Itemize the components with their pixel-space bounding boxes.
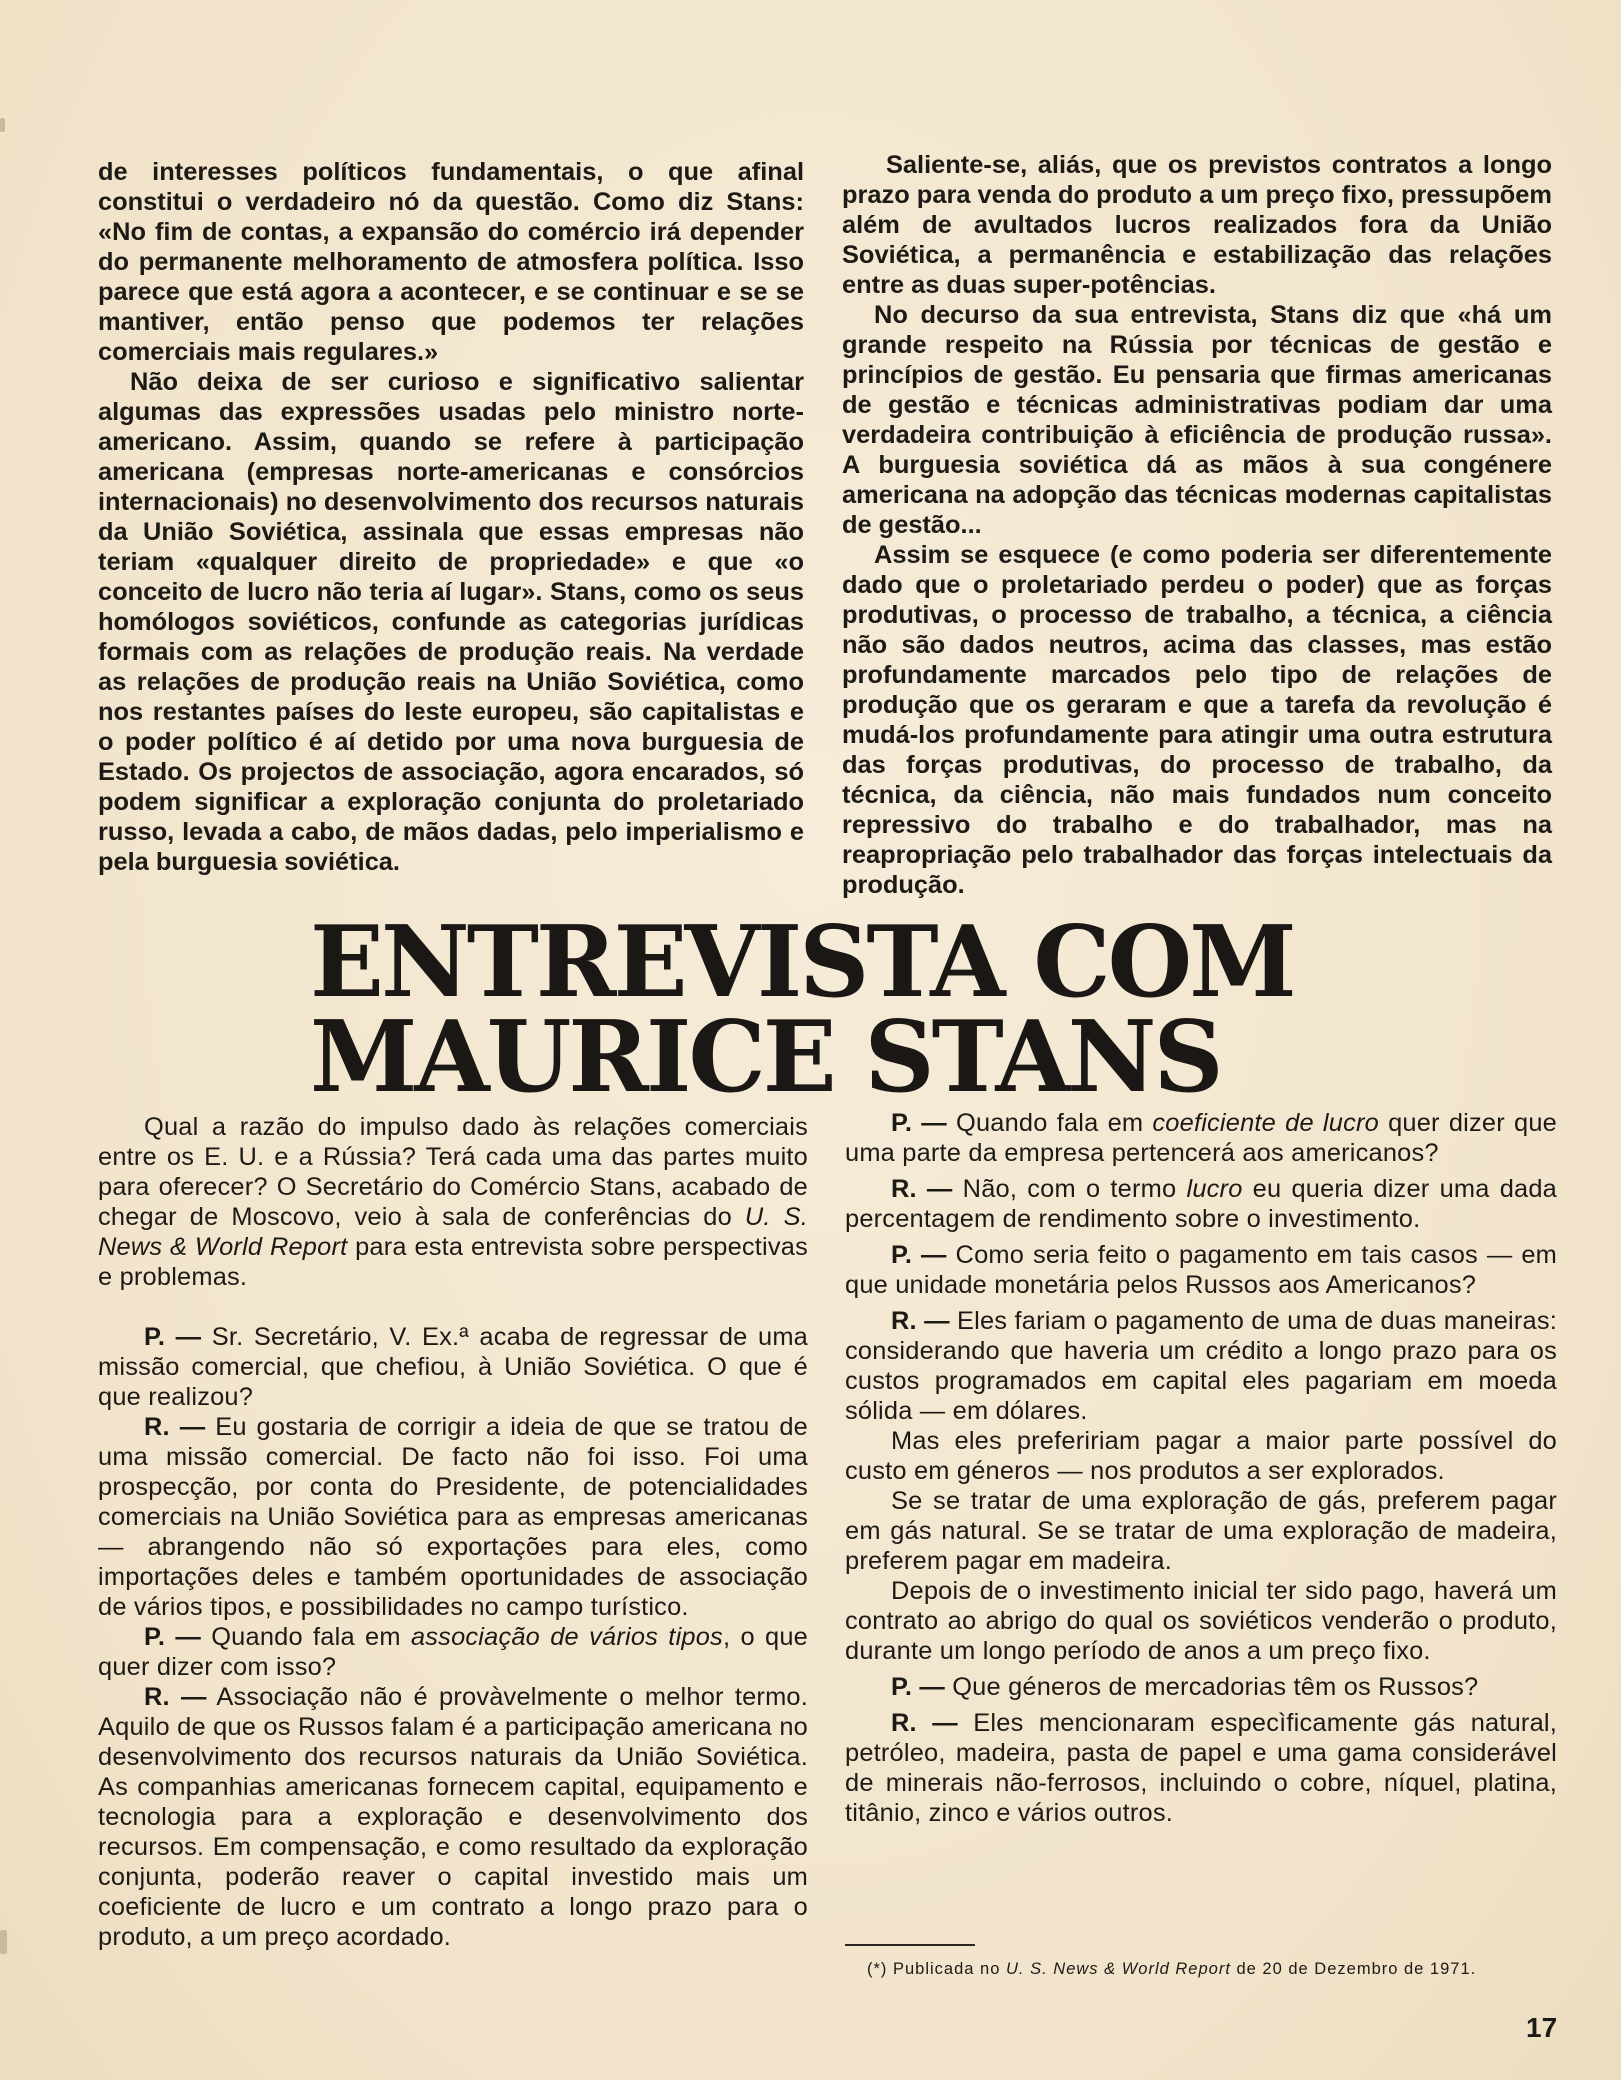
question-text: Que géneros de mercadorias têm os Russos? [944, 1673, 1479, 1701]
answer-text: Eles fariam o pagamento de uma de duas maneiras: considerando que haveria um crédito a longo prazo para os custos programados em capital eles pagariam em moeda sólida — em dólares. [845, 1307, 1557, 1425]
interview-column-left [98, 1112, 808, 1952]
question [845, 1672, 1557, 1702]
answer-continued: Mas eles prefeririam pagar a maior parte possível do custo em géneros — nos produtos a ser explorados. [845, 1427, 1557, 1485]
headline-line-1: ENTREVISTA COM [310, 905, 1294, 1020]
question [845, 1108, 1557, 1168]
publication-name: U. S. News & World Report [98, 1203, 809, 1261]
question-text: quer dizer que uma parte da empresa pertencerá aos americanos? [845, 1109, 1557, 1167]
article-column-right [842, 150, 1552, 900]
speaker-label: R. — [144, 1683, 207, 1711]
article-paragraph: Assim se esquece (e como poderia ser diferentemente dado que o proletariado perdeu o poder) que as forças produtivas, o processo de trabalho, a técnica, a ciência não são dados neutros, acima das classes, mas estão profundamente marcados pelo tipo de relações de produção que os geraram e que a tarefa da revolução é mudá-los profundamente para atingir uma outra estrutura das forças produtivas, do processo de trabalho, da técnica, da ciência, não mais fundados num conceito repressivo do trabalho e do trabalhador, mas na reapropriação pelo trabalhador das forças intelectuais da produção. [842, 541, 1552, 899]
question [98, 1622, 808, 1682]
headline-line-2: MAURICE STANS [310, 1000, 1221, 1115]
intro-text: Qual a razão do impulso dado às relações comerciais entre os E. U. e a Rússia? Terá cada uma das partes muito para oferecer? O Secretário do Comércio Stans, acabado de chegar de Moscovo, veio à sala de conferências do [98, 1113, 808, 1231]
question-text: Sr. Secretário, V. Ex.ª acaba de regressar de uma missão comercial, que chefiou, à União Soviética. O que é que realizou? [98, 1323, 808, 1411]
speaker-label: R. — [891, 1175, 953, 1203]
binding-mark [0, 118, 5, 132]
answer [845, 1174, 1557, 1234]
question-text: , o que quer dizer com isso? [98, 1623, 808, 1681]
speaker-label: P. — [144, 1323, 202, 1351]
article-paragraph: Não deixa de ser curioso e significativo salientar algumas das expressões usadas pelo ministro norte-americano. Assim, quando se refere à participação americana (empresas norte-americanas e consórcios internacionais) no desenvolvimento dos recursos naturais da União Soviética, assinala que essas empresas não teriam «qualquer direito de propriedade» e que «o conceito de lucro não teria aí lugar». Stans, como os seus homólogos soviéticos, confunde as categorias jurídicas formais com as relações de produção reais. Na verdade as relações de produção reais na União Soviética, como nos restantes países do leste europeu, são capitalistas e o poder político é aí detido por uma nova burguesia de Estado. Os projectos de associação, agora encarados, só podem significar a exploração conjunta do proletariado russo, levada a cabo, de mãos dadas, pelo imperialismo e pela burguesia soviética. [98, 368, 804, 876]
emphasis-text: coeficiente de lucro [1152, 1109, 1379, 1137]
article-column-left [98, 157, 804, 877]
article-paragraph: No decurso da sua entrevista, Stans diz que «há um grande respeito na Rússia por técnicas de gestão e princípios de gestão. Eu pensaria que firmas americanas de gestão e técnicas administrativas podiam dar uma verdadeira contribuição à eficiência de produção russa». A burguesia soviética dá as mãos à sua congénere americana na adopção das técnicas modernas capitalistas de gestão... [842, 301, 1552, 539]
answer-text: eu queria dizer uma dada percentagem de rendimento sobre o investimento. [845, 1175, 1557, 1233]
speaker-label: P. — [891, 1241, 947, 1269]
interview-headline [310, 905, 1294, 1115]
article-paragraph: Saliente-se, aliás, que os previstos contratos a longo prazo para venda do produto a um preço fixo, pressupõem além de avultados lucros realizados fora da União Soviética, a permanência e estabilização das relações entre as duas super-potências. [842, 151, 1552, 299]
footnote [845, 1958, 1560, 1980]
answer [98, 1682, 808, 1952]
answer-text: Eles mencionaram especìficamente gás natural, petróleo, madeira, pasta de papel e uma gama considerável de minerais não-ferrosos, incluindo o cobre, níquel, platina, titânio, zinco e vários outros. [845, 1709, 1558, 1827]
speaker-label: R. — [891, 1307, 950, 1335]
footnote-text: de 20 de Dezembro de 1971. [1230, 1960, 1477, 1978]
question-text: Como seria feito o pagamento em tais casos — em que unidade monetária pelos Russos aos Americanos? [845, 1241, 1557, 1299]
speaker-label: R. — [144, 1413, 206, 1441]
question [98, 1322, 808, 1412]
answer [845, 1306, 1557, 1426]
footnote-rule [845, 1944, 975, 1946]
answer-text: Associação não é provàvelmente o melhor termo. Aquilo de que os Russos falam é a participação americana no desenvolvimento dos recursos naturais da União Soviética. As companhias americanas fornecem capital, equipamento e tecnologia para a exploração e desenvolvimento dos recursos. Em compensação, e como resultado da exploração conjunta, poderão reaver o capital investido mais um coeficiente de lucro e um contrato a longo prazo para o produto, a um preço acordado. [98, 1683, 809, 1951]
footnote-text: (*) Publicada no [867, 1960, 1006, 1978]
speaker-label: P. — [891, 1109, 947, 1137]
footnote-publication: U. S. [1006, 1960, 1048, 1978]
intro-text: para esta entrevista sobre perspectivas e problemas. [98, 1233, 808, 1291]
emphasis-text: associação de vários tipos [410, 1623, 723, 1651]
speaker-label: P. — [891, 1673, 945, 1701]
interview-column-right [845, 1108, 1557, 1828]
answer-continued: Depois de o investimento inicial ter sido pago, haverá um contrato ao abrigo do qual os soviéticos venderão o produto, durante um longo período de anos a um preço fixo. [845, 1577, 1557, 1665]
interview-intro [98, 1112, 808, 1292]
binding-mark [0, 1930, 7, 1954]
speaker-label: R. — [891, 1709, 958, 1737]
question [845, 1240, 1557, 1300]
answer [845, 1708, 1557, 1828]
emphasis-text: lucro [1186, 1175, 1243, 1203]
answer-text: Eu gostaria de corrigir a ideia de que se tratou de uma missão comercial. De facto não foi isso. Foi uma prospecção, por conta do Presidente, de potencialidades comerciais na União Soviética para as empresas americanas — abrangendo não só exportações para eles, como importações deles e também oportunidades de associação de vários tipos, e possibilidades no campo turístico. [98, 1413, 808, 1621]
question-text: Quando fala em [946, 1109, 1153, 1137]
footnote-publication: News & World Report [1047, 1960, 1231, 1978]
article-paragraph: de interesses políticos fundamentais, o que afinal constitui o verdadeiro nó da questão. Como diz Stans: «No fim de contas, a expansão do comércio irá depender do permanente melhoramento de atmosfera política. Isso parece que está agora a acontecer, e se continuar e se se mantiver, então penso que podemos ter relações comerciais mais regulares.» [98, 158, 804, 366]
page-number: 17 [1526, 2012, 1558, 2043]
answer-text: Não, com o termo [952, 1175, 1187, 1203]
answer [98, 1412, 808, 1622]
answer-continued: Se se tratar de uma exploração de gás, preferem pagar em gás natural. Se se tratar de uma exploração de madeira, preferem pagar em madeira. [845, 1487, 1557, 1575]
speaker-label: P. — [144, 1623, 201, 1651]
question-text: Quando fala em [200, 1623, 411, 1651]
